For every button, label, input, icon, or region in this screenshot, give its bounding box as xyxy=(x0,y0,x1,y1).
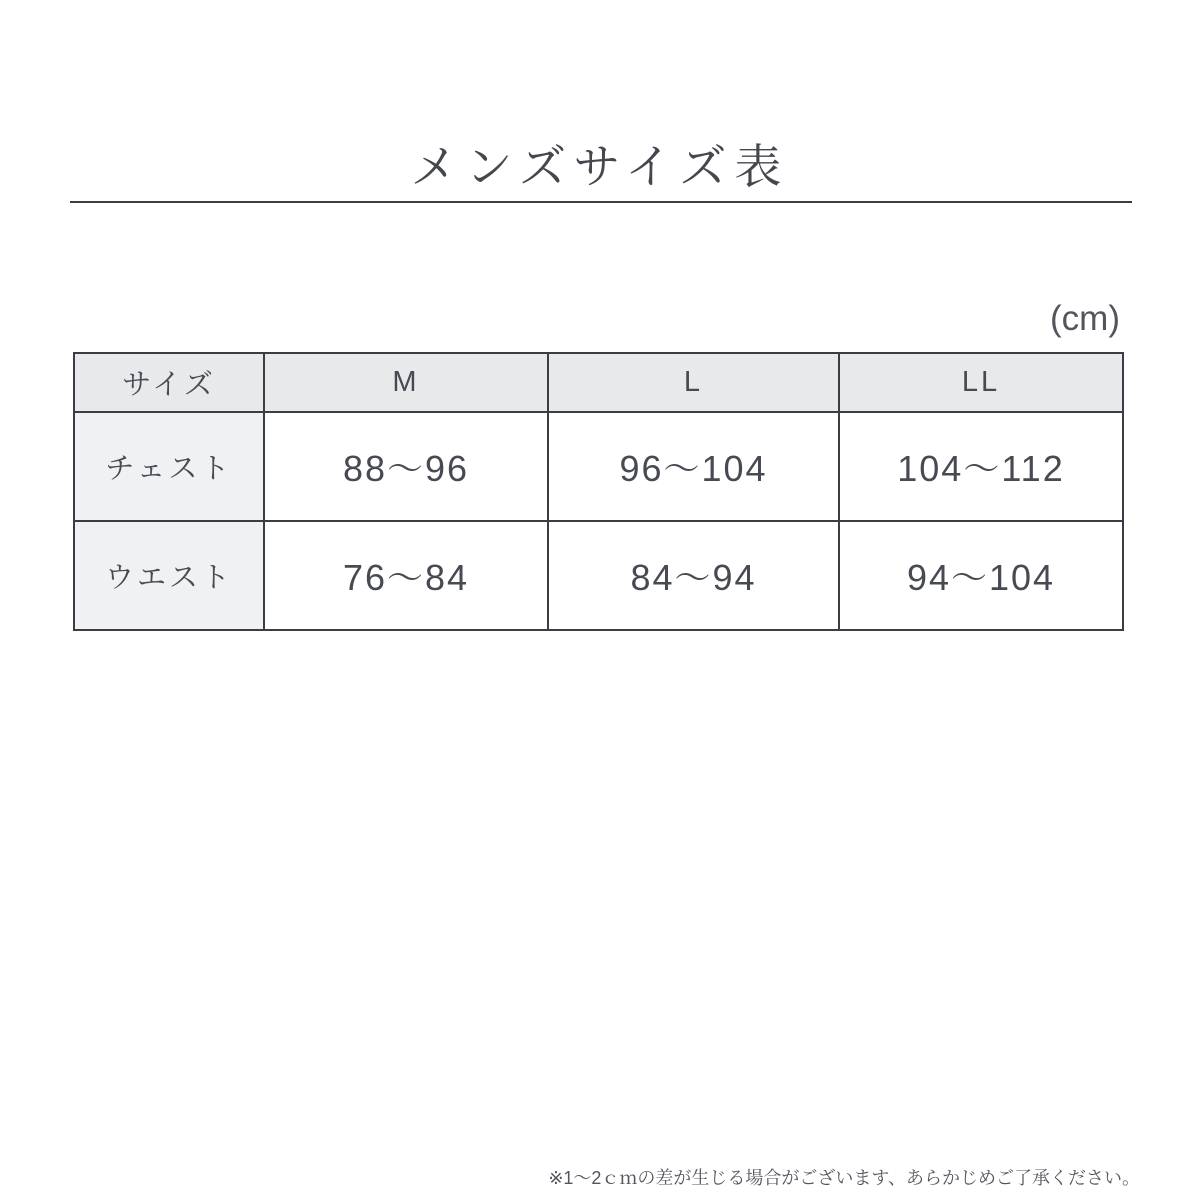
table-header-row xyxy=(74,353,1123,412)
cell-waist-m: 76〜84 xyxy=(264,521,548,630)
footnote: ※1〜2ｃｍの差が生じる場合がございます、あらかじめご了承ください。 xyxy=(548,1168,1140,1188)
row-label-waist: ウエスト xyxy=(74,521,264,630)
cell-chest-m: 88〜96 xyxy=(264,412,548,521)
table-row-waist xyxy=(74,521,1123,630)
header-cell-ll: LL xyxy=(839,353,1123,412)
cell-chest-l: 96〜104 xyxy=(548,412,839,521)
table-row-chest xyxy=(74,412,1123,521)
header-cell-m: M xyxy=(264,353,548,412)
page-title: メンズサイズ表 xyxy=(410,140,790,193)
cell-waist-l: 84〜94 xyxy=(548,521,839,630)
unit-label: (cm) xyxy=(1050,299,1120,338)
title-underline xyxy=(70,201,1132,203)
header-cell-size: サイズ xyxy=(74,353,264,412)
cell-chest-ll: 104〜112 xyxy=(839,412,1123,521)
row-label-chest: チェスト xyxy=(74,412,264,521)
header-cell-l: L xyxy=(548,353,839,412)
size-table xyxy=(73,352,1124,631)
cell-waist-ll: 94〜104 xyxy=(839,521,1123,630)
